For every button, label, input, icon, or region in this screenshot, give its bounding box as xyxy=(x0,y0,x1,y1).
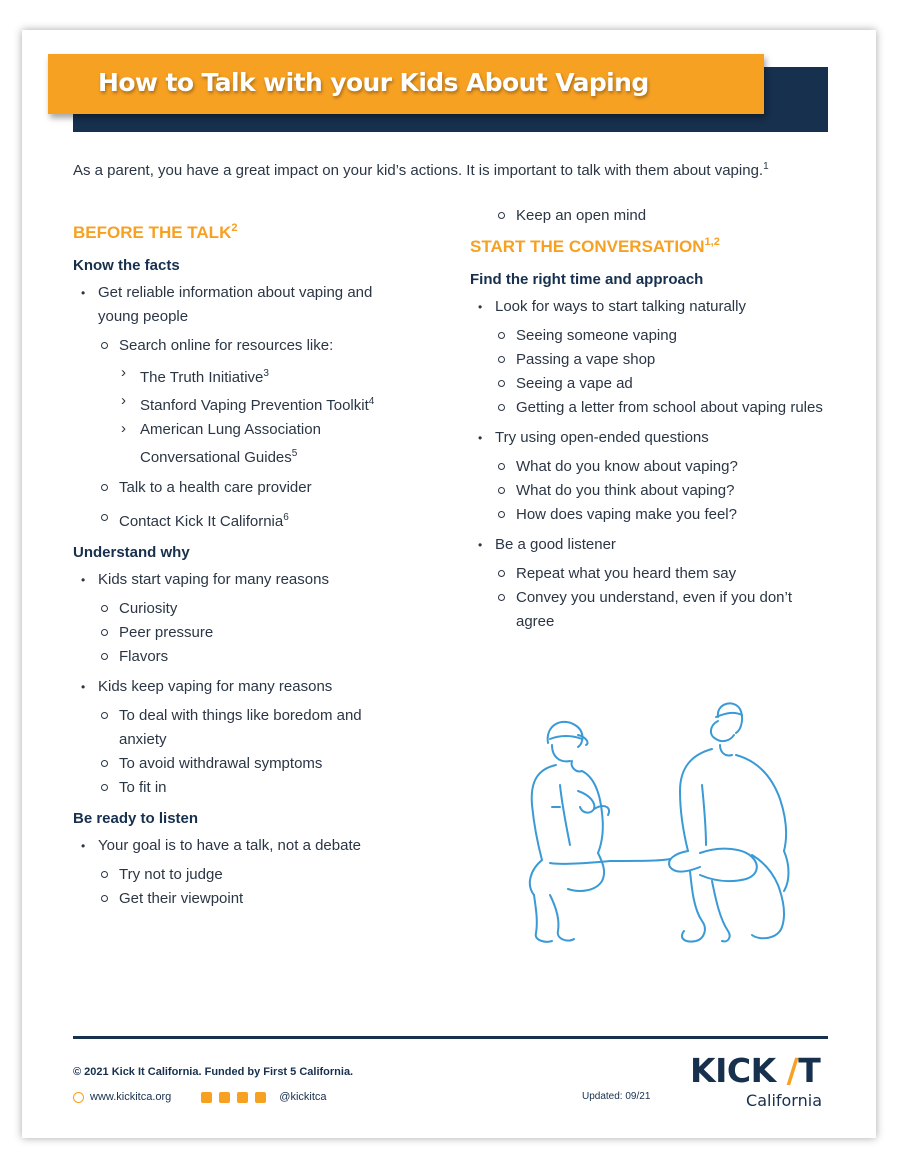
flyer-page xyxy=(22,30,876,1138)
understand-why-section xyxy=(73,544,403,800)
list-item: Convey you understand, even if you don’t agree xyxy=(495,586,830,634)
ready-listen-section xyxy=(73,810,403,911)
right-time-heading: Find the right time and approach xyxy=(470,271,704,288)
list-item: Seeing a vape ad xyxy=(495,372,830,396)
list-item: What do you think about vaping? xyxy=(495,479,830,503)
twitter-icon[interactable] xyxy=(219,1092,230,1103)
list-item: • Look for ways to start talking naturally Seeing someone vaping Passing a vape shop Seeing a vape ad Getting a letter from school about vaping rules xyxy=(470,295,830,420)
list-item: Search online for resources like: › The Truth Initiative$^3$ › Stanford Vaping Prevention Toolkit$^4$ › American Lung Association Conversational Guides$^5$ xyxy=(98,334,403,470)
know-facts-section xyxy=(73,257,403,534)
understand-why-heading: Understand why xyxy=(73,544,190,561)
instagram-icon[interactable] xyxy=(237,1092,248,1103)
kick-it-california-logo xyxy=(690,1053,830,1113)
social-icons xyxy=(201,1092,273,1103)
list-item: • Try using open-ended questions What do you know about vaping? What do you think about vaping? How does vaping make you feel? xyxy=(470,426,830,527)
updated-date: Updated: 09/21 xyxy=(582,1091,651,1102)
intro-text: As a parent, you have a great impact on your kid’s actions. It is important to talk with them about vaping.$^1$ xyxy=(73,161,769,179)
right-column xyxy=(470,204,830,640)
list-item: Talk to a health care provider xyxy=(98,476,403,500)
copyright-text: © 2021 Kick It California. Funded by First 5 California. xyxy=(73,1066,354,1078)
resource-stanford-toolkit: › Stanford Vaping Prevention Toolkit$^4$ xyxy=(119,390,403,418)
ready-listen-heading: Be ready to listen xyxy=(73,810,199,827)
list-item: Seeing someone vaping xyxy=(495,324,830,348)
list-item: Contact Kick It California$^6$ xyxy=(98,506,403,534)
resource-truth-initiative: › The Truth Initiative$^3$ xyxy=(119,362,403,390)
start-conversation-heading: START THE CONVERSATION$^{1,2}$ xyxy=(470,236,720,256)
facebook-icon[interactable] xyxy=(201,1092,212,1103)
list-item: • Kids keep vaping for many reasons To deal with things like boredom and anxiety To avoid withdrawal symptoms To fit in xyxy=(73,675,403,800)
website-link[interactable]: www.kickitca.org xyxy=(90,1091,172,1103)
list-item: • Be a good listener Repeat what you heard them say Convey you understand, even if you don’t agree xyxy=(470,533,830,634)
know-facts-heading: Know the facts xyxy=(73,257,180,274)
logo-wordmark: KICK /T xyxy=(690,1051,821,1090)
list-item: • Get reliable information about vaping and young people Search online for resources like: › The Truth Initiative$^3$ › Stanford Vaping Prevention Toolkit$^4$ › American Lung Association Conversational Guides$^5$ Talk to a health care provider Contact Kick It California$^6$ xyxy=(73,281,403,534)
list-item: Passing a vape shop xyxy=(495,348,830,372)
youtube-icon[interactable] xyxy=(255,1092,266,1103)
resource-lung-association: › American Lung Association Conversational Guides$^5$ xyxy=(119,418,403,470)
list-item: Peer pressure xyxy=(98,621,403,645)
list-item: Repeat what you heard them say xyxy=(495,562,830,586)
left-column xyxy=(73,204,403,921)
list-item: • Kids start vaping for many reasons Curiosity Peer pressure Flavors xyxy=(73,568,403,669)
logo-subtitle: California xyxy=(746,1091,822,1110)
list-item: • Your goal is to have a talk, not a debate Try not to judge Get their viewpoint xyxy=(73,834,403,911)
footer-contact-row xyxy=(73,1091,327,1103)
list-item: Keep an open mind xyxy=(495,204,830,228)
list-item: Get their viewpoint xyxy=(98,887,403,911)
list-item: Curiosity xyxy=(98,597,403,621)
list-item: Try not to judge xyxy=(98,863,403,887)
before-talk-heading: BEFORE THE TALK$^2$ xyxy=(73,222,238,242)
globe-icon xyxy=(73,1092,84,1103)
social-handle[interactable]: @kickitca xyxy=(279,1091,327,1103)
list-item: Flavors xyxy=(98,645,403,669)
list-item: To avoid withdrawal symptoms xyxy=(98,752,403,776)
list-item: What do you know about vaping? xyxy=(495,455,830,479)
list-item: To deal with things like boredom and anxiety xyxy=(98,704,403,752)
footer-divider xyxy=(73,1036,828,1039)
parent-child-line-art xyxy=(490,695,820,955)
list-item: Getting a letter from school about vaping rules xyxy=(495,396,830,420)
page-title: How to Talk with your Kids About Vaping xyxy=(98,68,649,97)
list-item: How does vaping make you feel? xyxy=(495,503,830,527)
list-item: To fit in xyxy=(98,776,403,800)
